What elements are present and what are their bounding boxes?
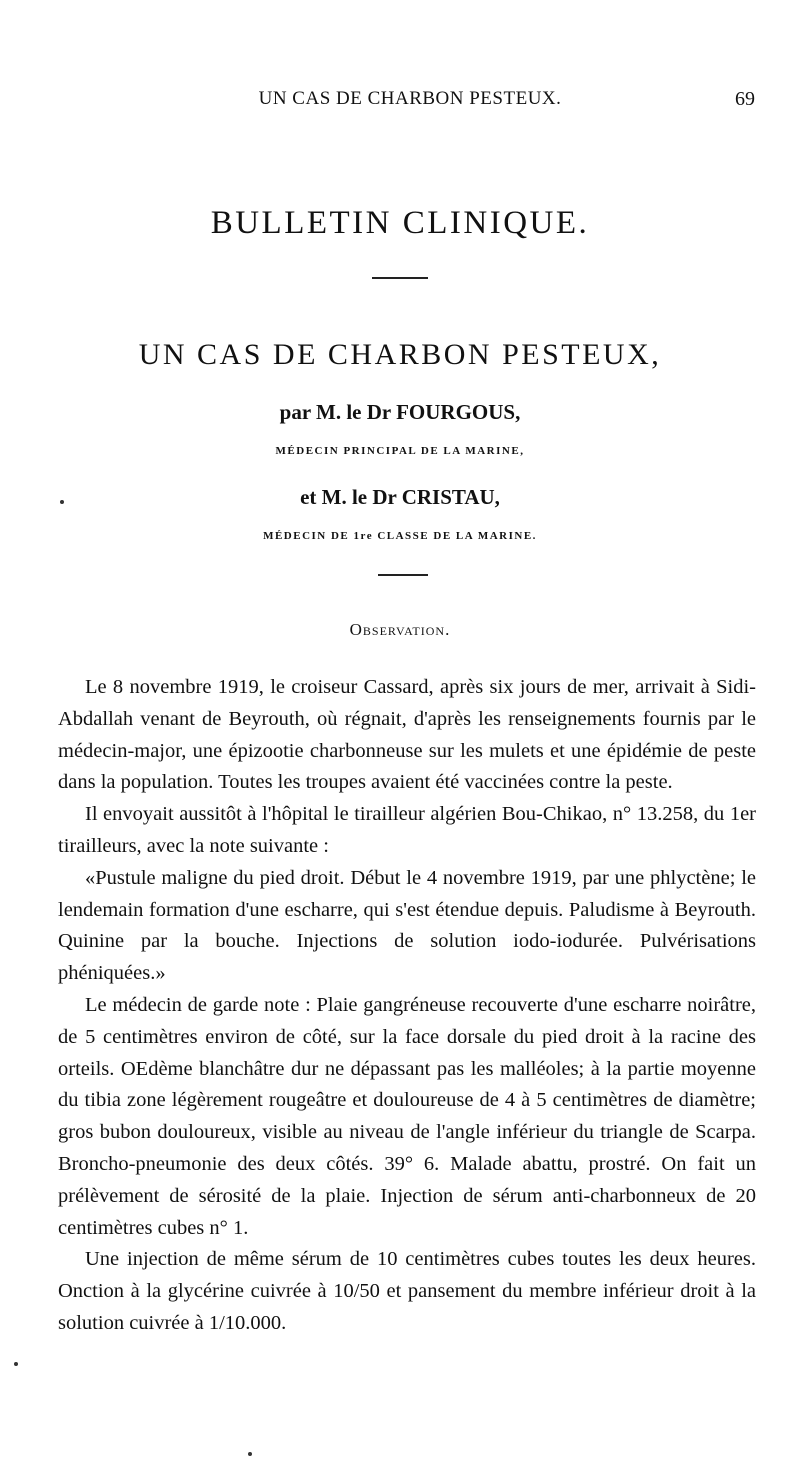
body-paragraph: Une injection de même sérum de 10 centimètres cubes toutes les deux heures. Onction à la glycérine cuivrée à 10/50 et pansement du membre inférieur droit à la solution cuivrée à 1/10.000. [58,1248,756,1334]
body-paragraph: «Pustule maligne du pied droit. Début le 4 novembre 1919, par une phlyctène; le lendemain formation d'une escharre, qui s'est étendue depuis. Paludisme à Beyrouth. Quinine par la bouche. Injections de solution iodo-iodurée. Pulvérisations phéniquées.» [58,866,756,985]
author-byline-2: et M. le Dr CRISTAU, [300,485,500,509]
body-paragraph: Le 8 novembre 1919, le croiseur Cassard, après six jours de mer, arrivait à Sidi-Abdallah venant de Beyrouth, où régnait, d'après les renseignements fournis par le médecin-major, une épizootie charbonneuse sur les mulets et une épidémie de peste dans la population. Toutes les troupes avaient été vaccinées contre la peste. [58,676,756,794]
scan-speck [60,500,64,504]
author-affiliation-2: MÉDECIN DE 1re CLASSE DE LA MARINE. [263,530,537,542]
scan-speck [14,1362,18,1366]
section-title: BULLETIN CLINIQUE. [210,205,590,241]
divider-rule [378,574,428,576]
page-number: 69 [735,88,755,110]
scan-speck [248,1452,252,1456]
running-header [60,88,760,114]
author-byline-1: par M. le Dr FOURGOUS, [279,400,521,424]
body-paragraph: Le médecin de garde note : Plaie gangréneuse recouverte d'une escharre noirâtre, de 5 centimètres environ de côté, sur la face dorsale du pied droit à la racine des orteils. OEdème blanchâtre dur ne dépassant pas les malléoles; à la partie moyenne du tibia zone légèrement rougeâtre et douloureuse de 4 à 5 centimètres de diamètre; gros bubon douloureux, visible au niveau de l'angle inférieur du triangle de Scarpa. Broncho-pneumonie des deux côtés. 39° 6. Malade abattu, prostré. On fait un prélèvement de sérosité de la plaie. Injection de sérum anti-charbonneux de 20 centimètres cubes n° 1. [58,993,756,1239]
observation-heading: Observation. [349,620,451,639]
divider-rule [372,277,428,279]
body-paragraph: Il envoyait aussitôt à l'hôpital le tirailleur algérien Bou-Chikao, n° 13.258, du 1er tirailleurs, avec la note suivante : [58,803,756,857]
running-title: UN CAS DE CHARBON PESTEUX. [258,88,562,109]
article-title: UN CAS DE CHARBON PESTEUX, [138,338,662,371]
article-body [58,672,756,1340]
author-affiliation-1: MÉDECIN PRINCIPAL DE LA MARINE, [275,445,525,457]
